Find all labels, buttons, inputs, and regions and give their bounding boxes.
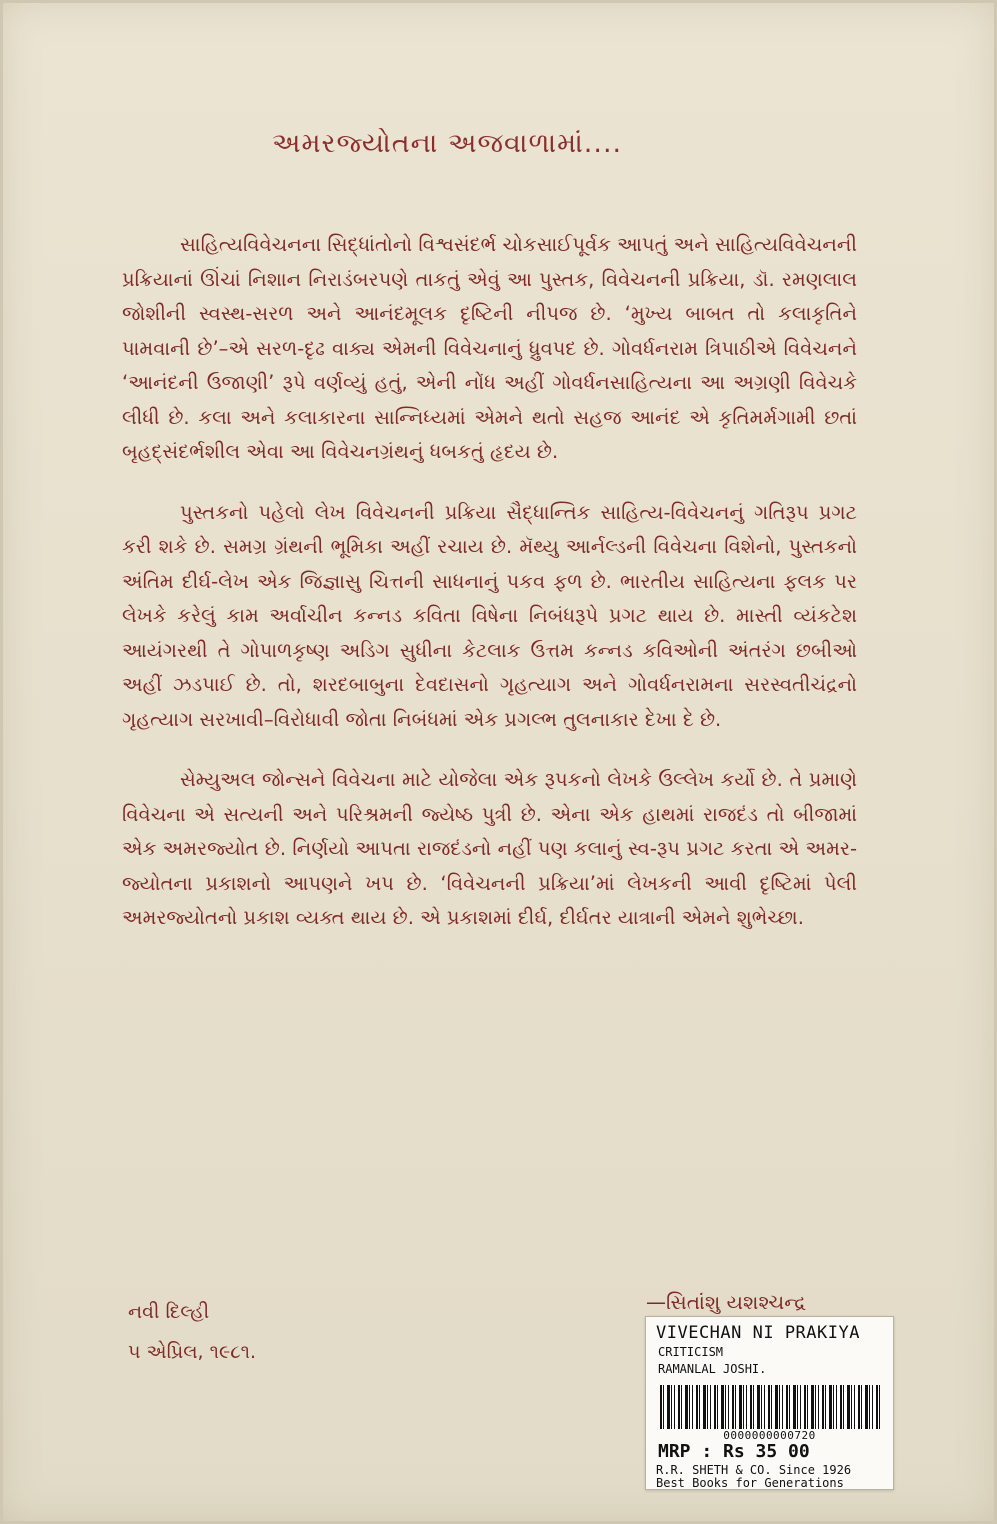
place-date [128,1292,256,1372]
heading: અમરજ્યોતના અજવાળામાં.... [272,128,623,159]
barcode [660,1385,880,1429]
paragraph-3: સેમ્યુઅલ જોન્સને વિવેચના માટે યોજેલા એક રૂપકનો લેખકે ઉલ્લેખ કર્યો છે. તે પ્રમાણે વિવેચના એ સત્યની અને પરિશ્રમની જ્યેષ્ઠ પુત્રી છે. એના એક હાથમાં રાજદંડ તો બીજામાં એક અમરજ્યોત છે. નિર્ણયો આપતા રાજદંડનો નહીં પણ કલાનું સ્વ-રૂપ પ્રગટ કરતા એ અમર-જ્યોતના પ્રકાશનો આપણને ખપ છે. ‘વિવેચનની પ્રક્રિયા’માં લેખકની આવી દૃષ્ટિમાં પેલી અમરજ્યોતનો પ્રકાશ વ્યક્ત થાય છે. એ પ્રકાશમાં દીર્ઘ, દીર્ઘતર યાત્રાની એમને શુભેચ્છા. [122,768,857,929]
barcode-number: 0000000000720 [723,1429,816,1442]
blurb-text [122,228,857,962]
shop-tagline: Best Books for Generations [656,1476,844,1490]
place: નવી દિલ્હી [128,1301,210,1323]
paragraph-2: પુસ્તકનો પહેલો લેખ વિવેચનની પ્રક્રિયા સૈદ્ધાન્તિક સાહિત્ય-વિવેચનનું ગતિરૂપ પ્રગટ કરી શકે છે. સમગ્ર ગ્રંથની ભૂમિકા અહીં રચાય છે. મૅથ્યુ આર્નલ્ડની વિવેચના વિશેનો, પુસ્તકનો અંતિમ દીર્ઘ-લેખ એક જિજ્ઞાસુ ચિત્તની સાધનાનું પકવ ફળ છે. ભારતીય સાહિત્યના ફલક પર લેખકે કરેલું કામ અર્વાચીન કન્નડ કવિતા વિષેના નિબંધરૂપે પ્રગટ થાય છે. માસ્તી વ્યંકટેશ આયંગરથી તે ગોપાળકૃષ્ણ અડિગ સુધીના કેટલાક ઉત્તમ કન્નડ કવિઓની અંતરંગ છબીઓ અહીં ઝડપાઈ છે. તો, શરદબાબુના દેવદાસનો ગૃહત્યાગ અને ગોવર્ધનરામના સરસ્વતીચંદ્રનો ગૃહત્યાગ સરખાવી–વિરોધાવી જોતા નિબંધમાં એક પ્રગલ્ભ તુલનાકાર દેખા દે છે. [122,500,857,731]
sticker-author: RAMANLAL JOSHI. [658,1362,767,1376]
signature: —સિતાંશુ યશશ્ચન્દ્ર [646,1290,807,1314]
shop-name: R.R. SHETH & CO. Since 1926 [656,1463,852,1477]
price-sticker [645,1316,894,1490]
mrp-price: MRP : Rs 35 00 [658,1441,810,1462]
sticker-subject: CRITICISM [658,1345,724,1359]
paragraph-1: સાહિત્યવિવેચનના સિદ્ધાંતોનો વિશ્વસંદર્ભ ચોકસાઈપૂર્વક આપતું અને સાહિત્યવિવેચનની પ્રક્રિયાનાં ઊંચાં નિશાન નિરાડંબરપણે તાકતું એવું આ પુસ્તક, વિવેચનની પ્રક્રિયા, ડૉ. રમણલાલ જોશીની સ્વસ્થ-સરળ અને આનંદમૂલક દૃષ્ટિની નીપજ છે. ‘મુખ્ય બાબત તો કલાકૃતિને પામવાની છે’–એ સરળ-દૃઢ વાક્ય એમની વિવેચનાનું ધ્રુવપદ છે. ગોવર્ધનરામ ત્રિપાઠીએ વિવેચનને ‘આનંદની ઉજાણી’ રૂપે વર્ણવ્યું હતું, એની નોંધ અહીં ગોવર્ધનસાહિત્યના આ અગ્રણી વિવેચકે લીધી છે. કલા અને કલાકારના સાન્નિધ્યમાં એમને થતો સહજ આનંદ એ કૃતિમર્મગામી છતાં બૃહદ્સંદર્ભશીલ એવા આ વિવેચનગ્રંથનું ધબકતું હૃદય છે. [122,233,857,463]
date: ૫ એપ્રિલ, ૧૯૮૧. [128,1341,256,1363]
sticker-title: VIVECHAN NI PRAKIYA [656,1323,860,1343]
